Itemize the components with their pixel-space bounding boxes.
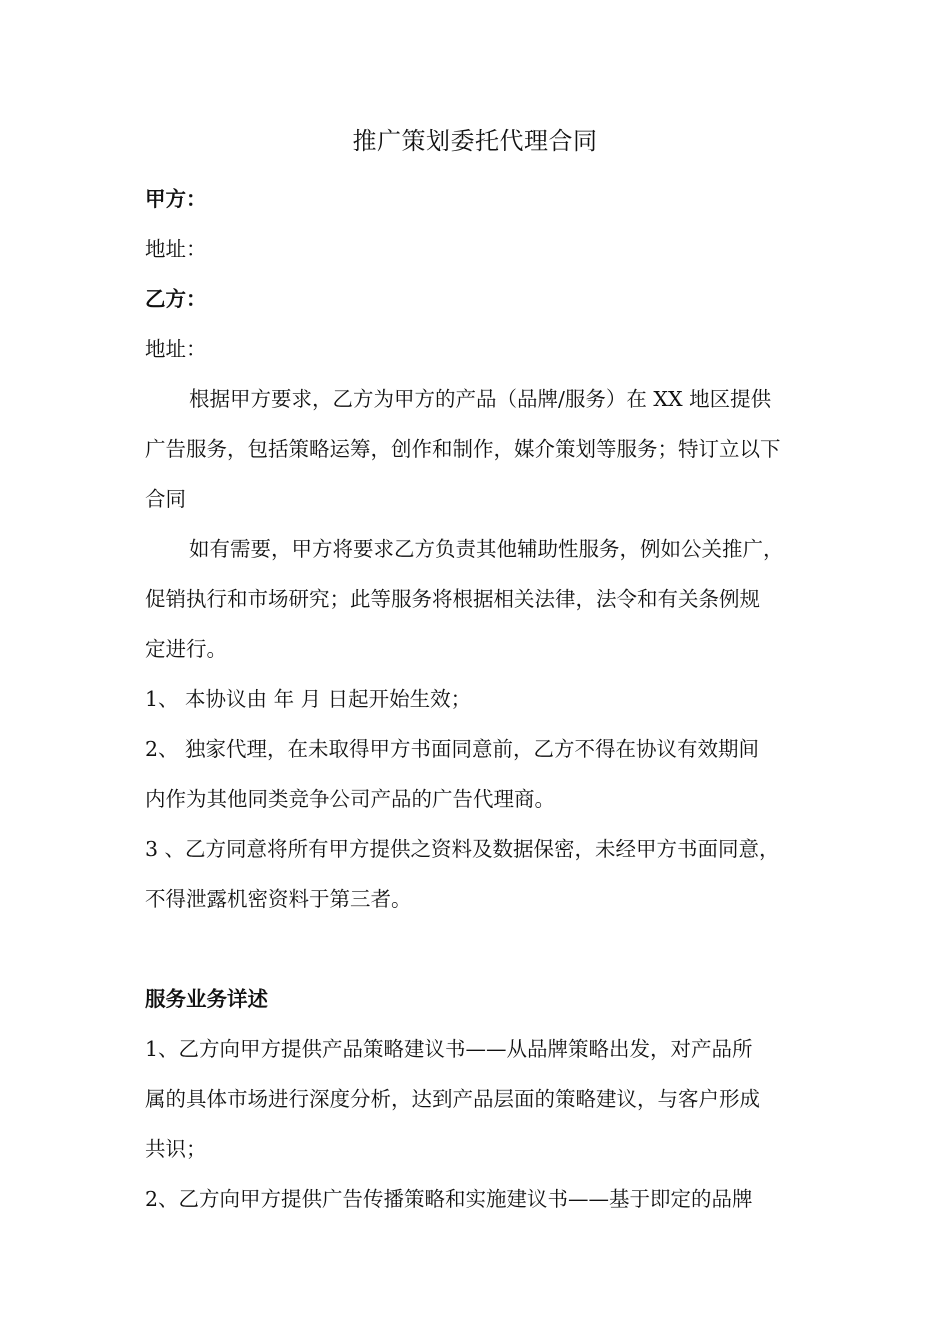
party-a-address: 地址： [145,237,207,261]
extra-service-line: 定进行。 [145,637,227,661]
extra-service-line: 如有需要，甲方将要求乙方负责其他辅助性服务，例如公关推广， [189,537,784,561]
party-a-label: 甲方： [145,187,207,211]
service-1-line: 共识； [145,1137,207,1161]
section-heading: 服务业务详述 [145,987,268,1011]
service-1-line: 1、乙方向甲方提供产品策略建议书——从品牌策略出发，对产品所 [145,1037,753,1061]
clause-2-line: 2、 独家代理，在未取得甲方书面同意前，乙方不得在协议有效期间 [145,737,760,761]
service-2-line: 2、乙方向甲方提供广告传播策略和实施建议书——基于即定的品牌 [145,1187,753,1211]
document-body [145,174,815,1224]
intro-line: 根据甲方要求，乙方为甲方的产品（品牌/服务）在 XX 地区提供 [189,387,772,411]
intro-line: 合同 [145,487,186,511]
service-1-line: 属的具体市场进行深度分析，达到产品层面的策略建议，与客户形成 [145,1087,760,1111]
document-title: 推广策划委托代理合同 [352,127,598,155]
party-b-label: 乙方： [145,287,207,311]
intro-line: 广告服务，包括策略运筹，创作和制作，媒介策划等服务；特订立以下 [145,437,781,461]
clause-2-line: 内作为其他同类竞争公司产品的广告代理商。 [145,787,555,811]
section-spacer [145,924,815,974]
clause-1: 1、 本协议由 年 月 日起开始生效； [145,687,472,711]
clause-3-line: 不得泄露机密资料于第三者。 [145,887,412,911]
party-b-address: 地址： [145,337,207,361]
extra-service-line: 促销执行和市场研究；此等服务将根据相关法律，法令和有关条例规 [145,587,760,611]
clause-3-line: 3 、乙方同意将所有甲方提供之资料及数据保密，未经甲方书面同意， [145,837,780,861]
